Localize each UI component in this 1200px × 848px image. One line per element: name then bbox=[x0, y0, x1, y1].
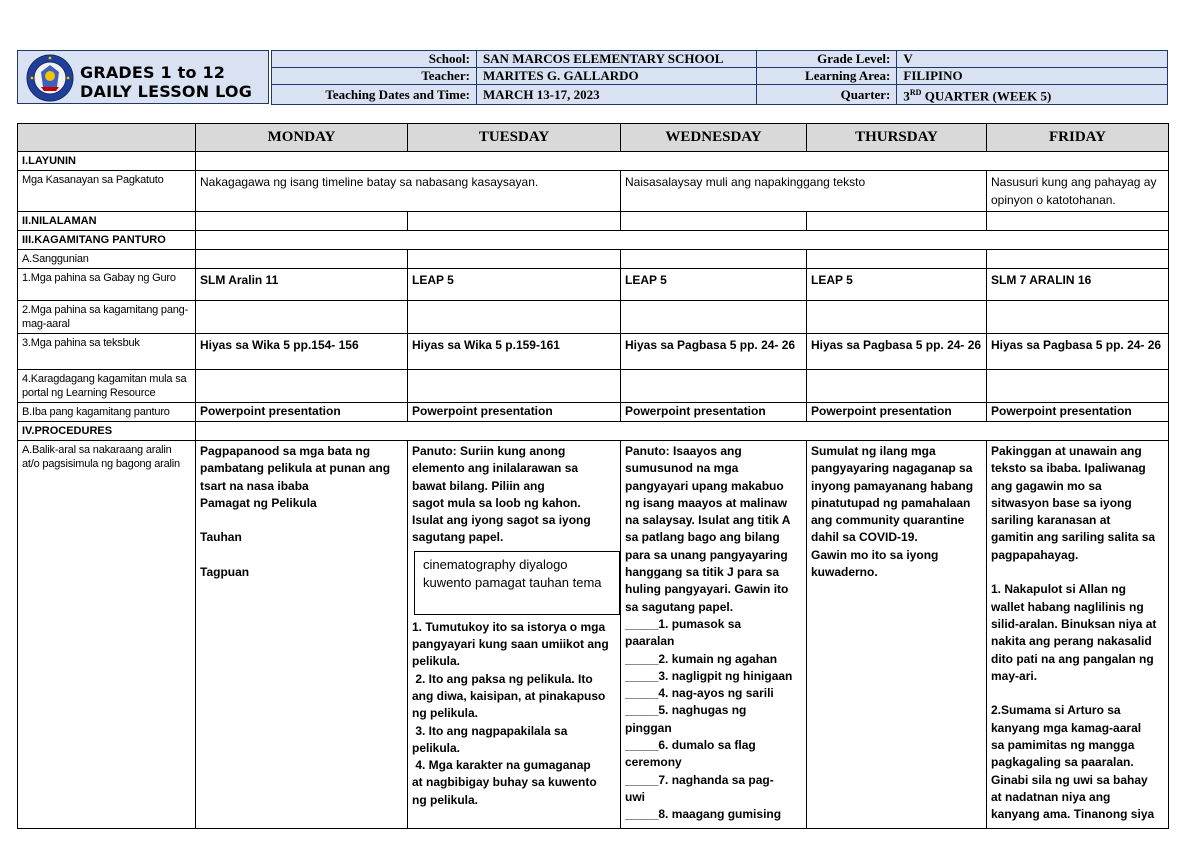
activity-line: Sumulat ng ilang mga bbox=[811, 444, 936, 458]
quarter-value: 3RD QUARTER (WEEK 5) bbox=[897, 85, 1168, 105]
learning-area-label: Learning Area: bbox=[757, 68, 897, 85]
activity-line: pambatang pelikula at punan ang bbox=[200, 461, 391, 476]
cell-gabay-thu: LEAP 5 bbox=[807, 269, 987, 301]
cell-sanggunian-wed bbox=[621, 250, 807, 269]
friday-activity bbox=[991, 443, 1164, 824]
activity-line: sumusunod na mga bbox=[625, 461, 739, 476]
brand-title bbox=[80, 63, 252, 101]
cell-teksbuk-mon: Hiyas sa Wika 5 pp.154- 156 bbox=[196, 334, 408, 370]
cell-lr-mon bbox=[196, 370, 408, 403]
activity-line bbox=[991, 685, 1164, 702]
activity-line: ceremony bbox=[625, 755, 682, 770]
brand-line-2: DAILY LESSON LOG bbox=[80, 82, 253, 101]
corner-cell bbox=[18, 124, 196, 152]
label-iba-pa: B.Iba pang kagamitang panturo bbox=[18, 403, 196, 422]
day-header-wednesday: WEDNESDAY bbox=[621, 124, 807, 152]
row-gabay bbox=[18, 269, 1169, 301]
cell-kagamitan-empty bbox=[196, 231, 1169, 250]
activity-line: ng pelikula. bbox=[412, 792, 479, 807]
cell-nilalaman-wed bbox=[621, 212, 807, 231]
activity-line: ng isang maayos at malinaw bbox=[625, 495, 788, 510]
activity-line: bawat bilang. Piliin ang bbox=[412, 478, 545, 493]
deped-seal-icon bbox=[26, 54, 74, 102]
activity-line: nakita ang perang nakasalid bbox=[991, 634, 1152, 649]
grade-level-label: Grade Level: bbox=[757, 51, 897, 68]
cell-teksbuk-fri: Hiyas sa Pagbasa 5 pp. 24- 26 bbox=[987, 334, 1169, 370]
activity-line: 1. Nakapulot si Allan ng bbox=[991, 582, 1126, 597]
activity-line: pelikula. bbox=[412, 740, 461, 755]
activity-line: elemento ang inilalarawan sa bbox=[412, 461, 579, 476]
day-header-tuesday: TUESDAY bbox=[408, 124, 621, 152]
activity-line: pinatutupad ng pamahalaan bbox=[811, 495, 971, 510]
activity-line: 3. Ito ang nagpapakilala sa bbox=[412, 723, 568, 738]
activity-line: sa sagutang papel. bbox=[625, 599, 734, 614]
activity-line: ang diwa, kaisipan, at pinakapuso bbox=[412, 688, 606, 703]
label-kagamitang-mag-aaral: 2.Mga pahina sa kagamitang pang-mag-aaral bbox=[18, 301, 196, 334]
label-sanggunian: A.Sanggunian bbox=[18, 250, 196, 269]
activity-line: pelikula. bbox=[412, 654, 461, 669]
cell-km-tue bbox=[408, 301, 621, 334]
activity-line: para sa unang pangyayaring bbox=[625, 547, 788, 562]
thursday-activity bbox=[811, 443, 982, 581]
teaching-dates-label: Teaching Dates and Time: bbox=[272, 85, 477, 105]
activity-line: _____6. dumalo sa flag bbox=[625, 738, 756, 753]
activity-line: sa patlang bago ang bilang bbox=[625, 530, 780, 545]
activity-line: sa pamimitas ng mangga bbox=[991, 738, 1135, 753]
tuesday-choice-box: cinematography diyalogo kuwento pamagat tauhan tema bbox=[414, 551, 620, 615]
label-lr-portal: 4.Karagdagang kagamitan mula sa portal ng Learning Resource bbox=[18, 370, 196, 403]
cell-nilalaman-tue bbox=[408, 212, 621, 231]
activity-line: _____3. nagligpit ng hinigaan bbox=[625, 668, 793, 683]
activity-line: kuwaderno. bbox=[811, 565, 878, 580]
activity-line: paaralan bbox=[625, 634, 675, 649]
activity-line: Tagpuan bbox=[200, 565, 250, 580]
wednesday-activity bbox=[625, 443, 802, 824]
cell-lr-tue bbox=[408, 370, 621, 403]
cell-km-mon bbox=[196, 301, 408, 334]
activity-line: pinggan bbox=[625, 720, 672, 735]
school-label: School: bbox=[272, 51, 477, 68]
activity-line: _____8. maagang gumising bbox=[625, 807, 782, 822]
cell-kasanayan-mon-tue: Nakagagawa ng isang timeline batay sa nabasang kasaysayan. bbox=[196, 171, 621, 212]
activity-line: dahil sa COVID-19. bbox=[811, 530, 918, 545]
row-balik-aral bbox=[18, 441, 1169, 829]
cell-balik-aral-fri bbox=[987, 441, 1169, 829]
quarter-label: Quarter: bbox=[757, 85, 897, 105]
brand-line-1: GRADES 1 to 12 bbox=[80, 63, 226, 82]
label-teksbuk: 3.Mga pahina sa teksbuk bbox=[18, 334, 196, 370]
activity-line: silid-aralan. Binuksan niya at bbox=[991, 616, 1157, 631]
monday-activity bbox=[200, 443, 403, 581]
section-nilalaman: II.NILALAMAN bbox=[18, 212, 196, 231]
activity-line: at nadatnan niya ang bbox=[991, 789, 1111, 804]
label-gabay: 1.Mga pahina sa Gabay ng Guro bbox=[18, 269, 196, 301]
activity-line: _____5. naghugas ng bbox=[625, 703, 747, 718]
activity-line: ang gagawin mo sa bbox=[991, 478, 1102, 493]
activity-line: pangyayari upang makabuo bbox=[625, 478, 784, 493]
activity-line: Tauhan bbox=[200, 530, 242, 545]
activity-line: sagutang papel. bbox=[412, 530, 504, 545]
info-row-dates bbox=[272, 85, 1168, 105]
activity-line: wallet habang naglilinis ng bbox=[991, 599, 1144, 614]
cell-balik-aral-thu bbox=[807, 441, 987, 829]
activity-line: inyong pamayanang habang bbox=[811, 478, 974, 493]
activity-line: pangyayaring nagaganap sa bbox=[811, 461, 973, 476]
activity-line: Panuto: Suriin kung anong bbox=[412, 444, 566, 458]
section-procedures: IV.PROCEDURES bbox=[18, 422, 196, 441]
cell-iba-thu: Powerpoint presentation bbox=[807, 403, 987, 422]
info-row-school bbox=[272, 51, 1168, 68]
school-value: SAN MARCOS ELEMENTARY SCHOOL bbox=[476, 51, 756, 68]
section-kagamitan: III.KAGAMITANG PANTURO bbox=[18, 231, 196, 250]
row-kagamitan bbox=[18, 231, 1169, 250]
activity-line: na salaysay. Isulat ang titik A bbox=[625, 513, 791, 528]
cell-procedures-empty bbox=[196, 422, 1169, 441]
cell-kasanayan-fri: Nasusuri kung ang pahayag ay opinyon o katotohanan. bbox=[987, 171, 1169, 212]
activity-line: Isulat ang iyong sagot sa iyong bbox=[412, 513, 591, 528]
activity-line: may-ari. bbox=[991, 668, 1038, 683]
cell-iba-mon: Powerpoint presentation bbox=[196, 403, 408, 422]
activity-line: dito pati na ang pangalan ng bbox=[991, 651, 1154, 666]
day-header-row bbox=[18, 124, 1169, 152]
cell-lr-thu bbox=[807, 370, 987, 403]
cell-lr-fri bbox=[987, 370, 1169, 403]
cell-lr-wed bbox=[621, 370, 807, 403]
activity-line: ng pelikula. bbox=[412, 706, 479, 721]
day-header-monday: MONDAY bbox=[196, 124, 408, 152]
cell-sanggunian-tue bbox=[408, 250, 621, 269]
cell-gabay-wed: LEAP 5 bbox=[621, 269, 807, 301]
activity-line: sariling karanasan at bbox=[991, 513, 1111, 528]
tuesday-instructions bbox=[412, 443, 616, 547]
day-header-friday: FRIDAY bbox=[987, 124, 1169, 152]
activity-line: teksto sa ibaba. Ipaliwanag bbox=[991, 461, 1146, 476]
cell-km-fri bbox=[987, 301, 1169, 334]
activity-line: pagkagaling sa paaralan. bbox=[991, 755, 1134, 770]
info-table bbox=[271, 50, 1168, 105]
cell-iba-tue: Powerpoint presentation bbox=[408, 403, 621, 422]
activity-line: sagot mula sa loob ng kahon. bbox=[412, 495, 581, 510]
activity-line: Gawin mo ito sa iyong bbox=[811, 547, 939, 562]
activity-line: _____4. nag-ayos ng sarili bbox=[625, 686, 774, 701]
activity-line: _____2. kumain ng agahan bbox=[625, 651, 778, 666]
teacher-value: MARITES G. GALLARDO bbox=[476, 68, 756, 85]
cell-teksbuk-thu: Hiyas sa Pagbasa 5 pp. 24- 26 bbox=[807, 334, 987, 370]
cell-sanggunian-thu bbox=[807, 250, 987, 269]
activity-line: 1. Tumutukoy ito sa istorya o mga bbox=[412, 619, 606, 634]
activity-line: _____7. naghanda sa pag- bbox=[625, 772, 774, 787]
activity-line: huling pangyayari. Gawin ito bbox=[625, 582, 789, 597]
cell-nilalaman-mon bbox=[196, 212, 408, 231]
cell-km-wed bbox=[621, 301, 807, 334]
activity-line bbox=[991, 564, 1164, 581]
activity-line: hanggang sa titik J para sa bbox=[625, 565, 780, 580]
cell-kasanayan-wed-thu: Naisasalaysay muli ang napakinggang teksto bbox=[621, 171, 987, 212]
cell-iba-wed: Powerpoint presentation bbox=[621, 403, 807, 422]
label-balik-aral: A.Balik-aral sa nakaraang aralin at/o pagsisimula ng bagong aralin bbox=[18, 441, 196, 829]
activity-line: Panuto: Isaayos ang bbox=[625, 444, 742, 458]
activity-line: pangyayari kung saan umiikot ang bbox=[412, 637, 609, 652]
row-layunin bbox=[18, 152, 1169, 171]
cell-balik-aral-mon bbox=[196, 441, 408, 829]
activity-line: Pakinggan at unawain ang bbox=[991, 444, 1142, 458]
cell-teksbuk-wed: Hiyas sa Pagbasa 5 pp. 24- 26 bbox=[621, 334, 807, 370]
cell-teksbuk-tue: Hiyas sa Wika 5 p.159-161 bbox=[408, 334, 621, 370]
row-procedures bbox=[18, 422, 1169, 441]
cell-balik-aral-tue bbox=[408, 441, 621, 829]
cell-layunin-empty bbox=[196, 152, 1169, 171]
activity-line: Pamagat ng Pelikula bbox=[200, 495, 317, 510]
activity-line: ang community quarantine bbox=[811, 513, 965, 528]
activity-line: Pagpapanood sa mga bata ng bbox=[200, 444, 371, 458]
activity-line: 2. Ito ang paksa ng pelikula. Ito bbox=[412, 671, 593, 686]
cell-gabay-fri: SLM 7 ARALIN 16 bbox=[987, 269, 1169, 301]
cell-iba-fri: Powerpoint presentation bbox=[987, 403, 1169, 422]
quarter-ordinal-suffix: RD bbox=[909, 88, 922, 97]
row-teksbuk bbox=[18, 334, 1169, 370]
activity-line: gamitin ang sariling salita sa bbox=[991, 530, 1156, 545]
teacher-label: Teacher: bbox=[272, 68, 477, 85]
row-kagamitang-mag-aaral bbox=[18, 301, 1169, 334]
cell-sanggunian-fri bbox=[987, 250, 1169, 269]
row-nilalaman bbox=[18, 212, 1169, 231]
teaching-dates-value: MARCH 13-17, 2023 bbox=[476, 85, 756, 105]
cell-gabay-tue: LEAP 5 bbox=[408, 269, 621, 301]
row-lr-portal bbox=[18, 370, 1169, 403]
header-block bbox=[17, 50, 1168, 104]
info-row-teacher bbox=[272, 68, 1168, 85]
cell-gabay-mon: SLM Aralin 11 bbox=[196, 269, 408, 301]
label-kasanayan: Mga Kasanayan sa Pagkatuto bbox=[18, 171, 196, 212]
grade-level-value: V bbox=[897, 51, 1168, 68]
activity-line bbox=[200, 512, 403, 529]
activity-line: pagpapahayag. bbox=[991, 547, 1079, 562]
activity-line: _____1. pumasok sa bbox=[625, 616, 742, 631]
row-kasanayan bbox=[18, 171, 1169, 212]
cell-balik-aral-wed bbox=[621, 441, 807, 829]
activity-line: sitwasyon base sa iyong bbox=[991, 495, 1132, 510]
row-iba-pa bbox=[18, 403, 1169, 422]
activity-line bbox=[200, 547, 403, 564]
section-layunin: I.LAYUNIN bbox=[18, 152, 196, 171]
activity-line: at nagbibigay buhay sa kuwento bbox=[412, 775, 597, 790]
activity-line: 4. Mga karakter na gumaganap bbox=[412, 758, 591, 773]
cell-nilalaman-fri bbox=[987, 212, 1169, 231]
row-sanggunian bbox=[18, 250, 1169, 269]
lesson-table bbox=[17, 123, 1169, 829]
brand-box bbox=[17, 50, 269, 104]
activity-line: 2.Sumama si Arturo sa bbox=[991, 703, 1121, 718]
activity-line: kanyang mga kamag-aaral bbox=[991, 720, 1142, 735]
day-header-thursday: THURSDAY bbox=[807, 124, 987, 152]
cell-km-thu bbox=[807, 301, 987, 334]
tuesday-items bbox=[412, 619, 616, 809]
learning-area-value: FILIPINO bbox=[897, 68, 1168, 85]
activity-line: Ginabi sila ng uwi sa bahay bbox=[991, 772, 1148, 787]
cell-nilalaman-thu bbox=[807, 212, 987, 231]
activity-line: kanyang ama. Tinanong siya bbox=[991, 807, 1155, 822]
activity-line: tsart na nasa ibaba bbox=[200, 478, 309, 493]
cell-sanggunian-mon bbox=[196, 250, 408, 269]
activity-line: uwi bbox=[625, 789, 645, 804]
